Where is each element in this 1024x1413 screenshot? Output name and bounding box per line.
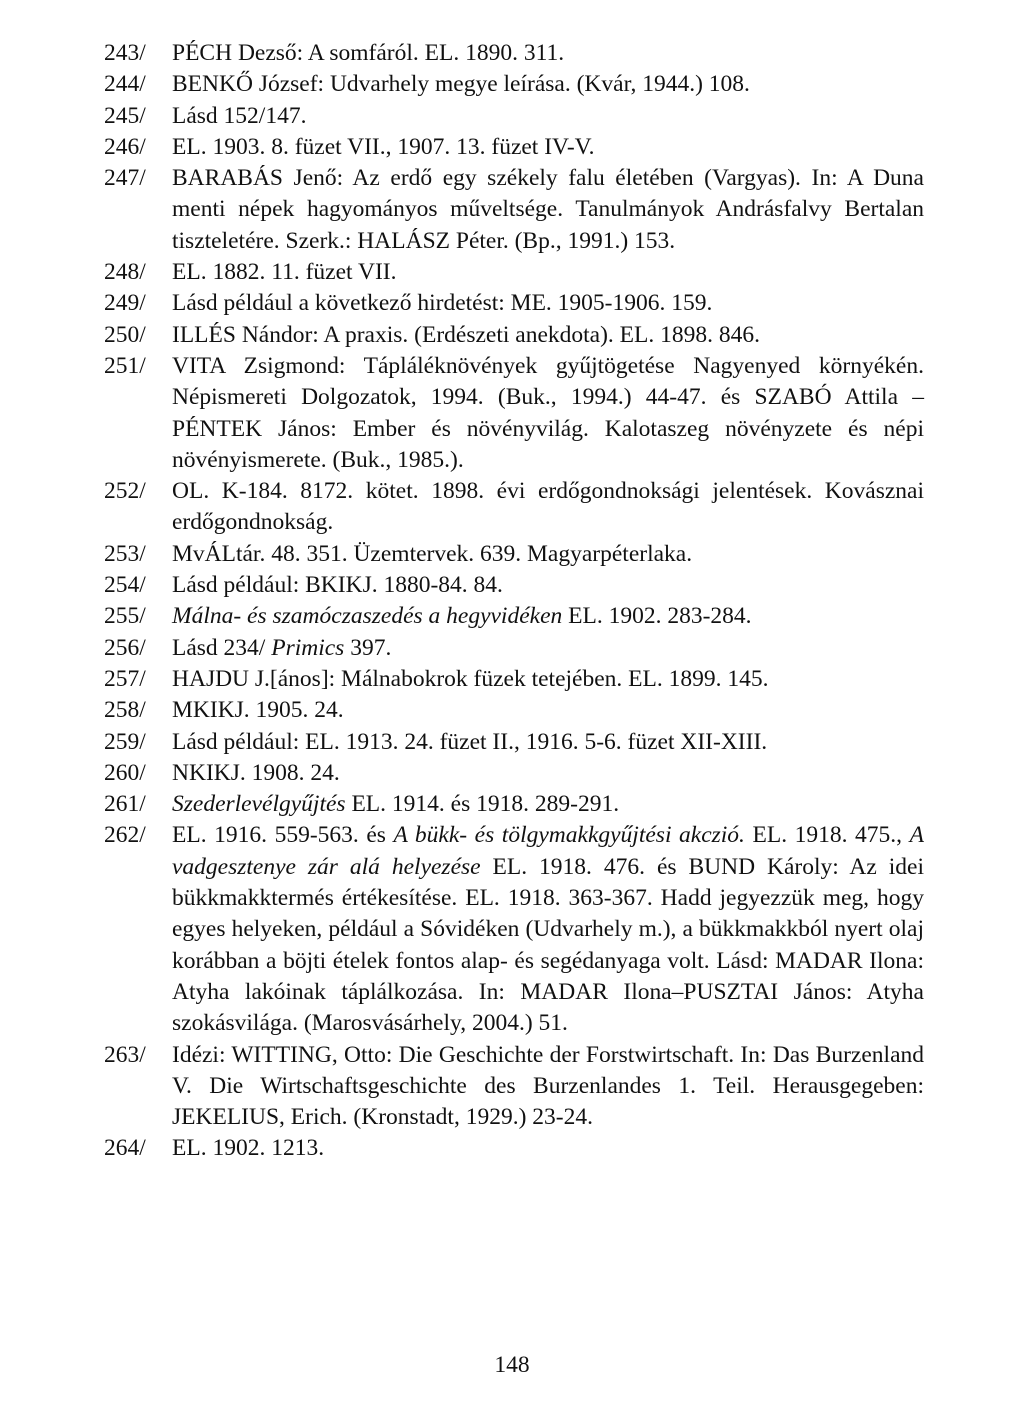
footnote-text (172, 288, 924, 319)
text-segment: HAJDU J.[ános]: Málnabokrok füzek tetejében. EL. 1899. 145. (172, 665, 769, 692)
footnote-text (172, 820, 924, 1039)
footnote-260 (104, 758, 924, 789)
footnote-number: 253/ (104, 540, 146, 567)
footnote-number: 260/ (104, 759, 146, 786)
footnote-251 (104, 351, 924, 476)
text-segment: Lásd például: EL. 1913. 24. füzet II., 1916. 5-6. füzet XII-XIII. (172, 728, 768, 755)
text-segment: EL. 1918. 476. és BUND Károly: Az idei bükkmakktermés értékesítése. EL. 1918. 363-367. Hadd jegyezzük meg, hogy egyes helyeken, például a Sóvidéken (Udvarhely m.), a bükkmakkból nyert olaj korábban a böjti ételek fontos alap- és segédanyaga volt. Lásd: MADAR Ilona: Atyha lakóinak táplálkozása. In: MADAR Ilona–PUSZTAI János: Atyha szokásvilága. (Marosvásárhely, 2004.) 51. (172, 853, 924, 1037)
footnote-245 (104, 101, 924, 132)
footnote-number: 262/ (104, 822, 146, 849)
footnote-number: 261/ (104, 791, 146, 818)
text-segment: BARABÁS Jenő: Az erdő egy székely falu életében (Vargyas). In: A Duna menti népek hagyományos műveltsége. Tanulmányok Andrásfalvy Bertalan tiszteletére. Szerk.: HALÁSZ Péter. (Bp., 1991.) 153. (172, 165, 924, 254)
footnote-261 (104, 789, 924, 820)
text-segment: EL. 1902. 1213. (172, 1135, 325, 1162)
footnote-243 (104, 38, 924, 69)
footnote-number: 264/ (104, 1135, 146, 1162)
footnote-257 (104, 664, 924, 695)
text-segment: EL. 1902. 283-284. (562, 603, 752, 630)
page-number: 148 (494, 1352, 530, 1378)
footnote-248 (104, 257, 924, 288)
text-segment: BENKŐ József: Udvarhely megye leírása. (Kvár, 1944.) 108. (172, 71, 750, 98)
footnote-text (172, 132, 924, 163)
footnote-244 (104, 69, 924, 100)
footnote-number: 247/ (104, 165, 146, 192)
footnote-text (172, 69, 924, 100)
text-segment: MvÁLtár. 48. 351. Üzemtervek. 639. Magyarpéterlaka. (172, 540, 693, 567)
footnote-number: 250/ (104, 321, 146, 348)
footnote-text (172, 633, 924, 664)
footnote-text (172, 601, 924, 632)
footnote-text (172, 101, 924, 132)
footnote-number: 257/ (104, 665, 146, 692)
footnote-254 (104, 570, 924, 601)
italic-title: A bükk- és tölgymakkgyűjtési akczió. (393, 822, 745, 849)
text-segment: MKIKJ. 1905. 24. (172, 697, 344, 724)
footnote-246 (104, 132, 924, 163)
footnote-text (172, 38, 924, 69)
footnote-number: 246/ (104, 133, 146, 160)
text-segment: EL. 1882. 11. füzet VII. (172, 259, 397, 286)
footnote-253 (104, 539, 924, 570)
footnote-text (172, 351, 924, 476)
text-segment: EL. 1914. és 1918. 289-291. (345, 791, 620, 818)
footnote-number: 263/ (104, 1041, 146, 1068)
footnote-number: 254/ (104, 572, 146, 599)
footnote-text (172, 476, 924, 539)
footnote-text (172, 789, 924, 820)
footnote-number: 249/ (104, 290, 146, 317)
footnote-number: 245/ (104, 102, 146, 129)
footnote-list (104, 38, 924, 1165)
footnote-247 (104, 163, 924, 257)
footnote-number: 251/ (104, 352, 146, 379)
text-segment: EL. 1916. 559-563. és (172, 822, 394, 849)
text-segment: VITA Zsigmond: Tápláléknövények gyűjtögetése Nagyenyed környékén. Népismereti Dolgozatok, 1994. (Buk., 1994.) 44-47. és SZABÓ Attila – PÉNTEK János: Ember és növényvilág. Kalotaszeg növényzete és népi növényismerete. (Buk., 1985.). (172, 352, 924, 473)
footnote-262 (104, 820, 924, 1039)
footnote-text (172, 695, 924, 726)
footnote-text (172, 320, 924, 351)
text-segment: Idézi: WITTING, Otto: Die Geschichte der Forstwirtschaft. In: Das Burzenland V. Die Wirtschaftsgeschichte des Burzenlandes 1. Teil. Herausgegeben: JEKELIUS, Erich. (Kronstadt, 1929.) 23-24. (172, 1041, 924, 1131)
text-segment: Lásd például: BKIKJ. 1880-84. 84. (172, 572, 503, 599)
footnote-number: 258/ (104, 697, 146, 724)
footnote-text (172, 758, 924, 789)
footnote-text (172, 664, 924, 695)
italic-title: Szederlevélgyűjtés (172, 791, 346, 818)
footnote-text (172, 1133, 924, 1164)
footnote-text (172, 163, 924, 257)
text-segment: ILLÉS Nándor: A praxis. (Erdészeti anekdota). EL. 1898. 846. (172, 321, 761, 348)
text-segment: OL. K-184. 8172. kötet. 1898. évi erdőgondnoksági jelentések. Kovásznai erdőgondnokság. (172, 478, 924, 536)
footnote-256 (104, 633, 924, 664)
footnote-250 (104, 320, 924, 351)
footnote-text (172, 1040, 924, 1134)
text-segment: Lásd például a következő hirdetést: ME. 1905-1906. 159. (172, 290, 713, 317)
footnote-249 (104, 288, 924, 319)
footnote-text (172, 539, 924, 570)
footnote-258 (104, 695, 924, 726)
text-segment: NKIKJ. 1908. 24. (172, 759, 340, 786)
text-segment: Lásd 234/ (172, 634, 272, 661)
footnote-text (172, 570, 924, 601)
footnote-text (172, 257, 924, 288)
footnote-number: 255/ (104, 603, 146, 630)
footnote-number: 243/ (104, 40, 146, 66)
italic-title: A vadgesztenye zár alá helyezése (172, 822, 924, 880)
text-segment: EL. 1918. 475., (744, 822, 910, 849)
text-segment: Lásd 152/147. (172, 102, 307, 129)
footnote-264 (104, 1133, 924, 1164)
italic-title: Primics (271, 634, 345, 661)
text-segment: PÉCH Dezső: A somfáról. EL. 1890. 311. (172, 40, 565, 66)
footnote-263 (104, 1040, 924, 1134)
footnote-number: 244/ (104, 71, 146, 98)
italic-title: Málna- és szamóczaszedés a hegyvidéken (172, 603, 563, 630)
text-segment: EL. 1903. 8. füzet VII., 1907. 13. füzet IV-V. (172, 133, 595, 160)
text-segment: 397. (344, 634, 392, 661)
footnote-text (172, 727, 924, 758)
footnote-252 (104, 476, 924, 539)
footnote-number: 256/ (104, 634, 146, 661)
footnote-number: 252/ (104, 478, 146, 505)
footnote-255 (104, 601, 924, 632)
footnote-number: 248/ (104, 259, 146, 286)
footnote-259 (104, 727, 924, 758)
footnote-number: 259/ (104, 728, 146, 755)
